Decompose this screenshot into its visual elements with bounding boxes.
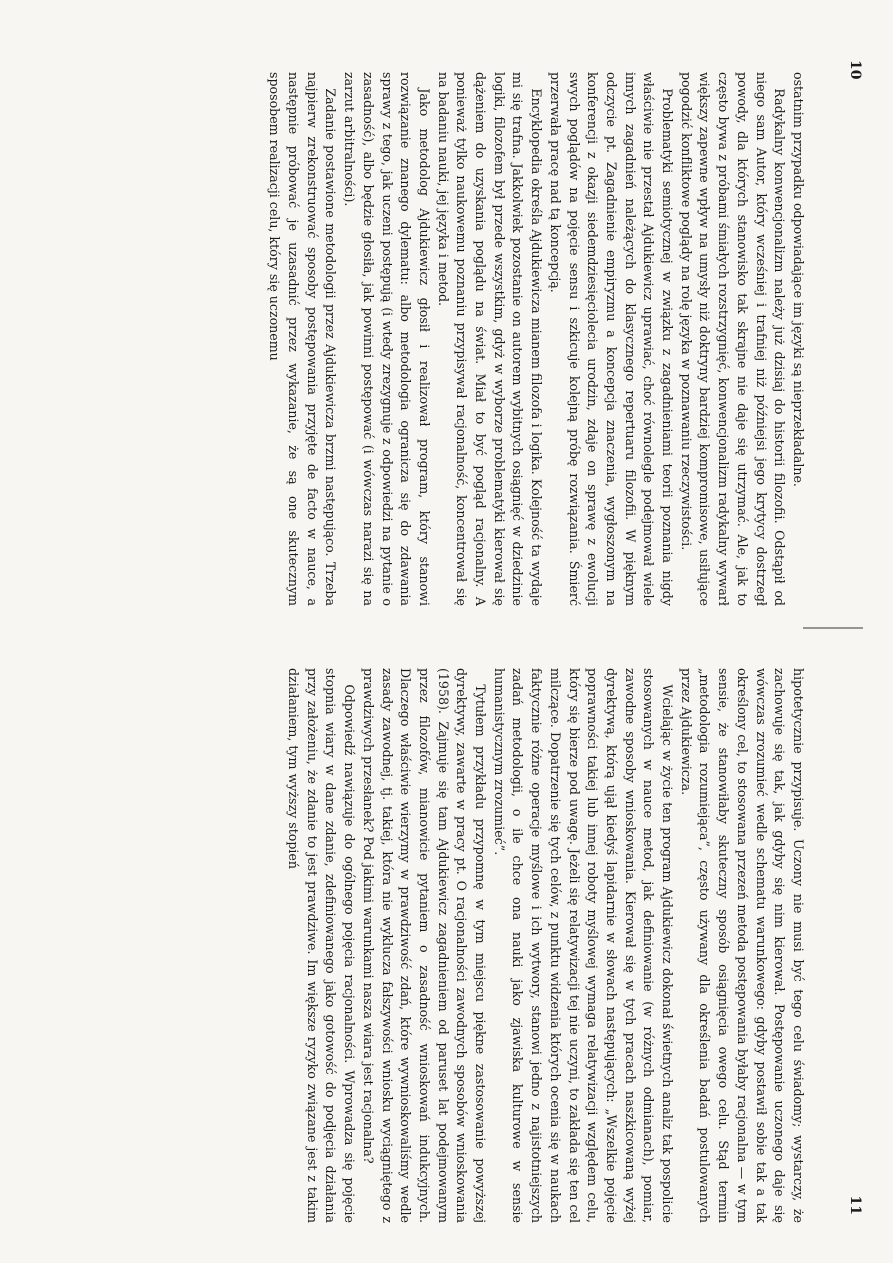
left-page (0, 0, 893, 628)
right-page (0, 628, 893, 1263)
paragraph: Encyklopedia określa Ajdukiewicza mianem filozofa i logika. Kolejność ta wydaje mi się trafna. Jakkolwiek pozostanie on autorem wybitnych osiągnięć w dziedzinie logiki, filozofem był przede wszystkim, gdyż w wyborze problematyki kierował się dążeniem do uzyskania poglądu na świat. Miał to być pogląd racjonalny. A ponieważ tylko naukowemu poznaniu przypisywał racjonalność, koncentrował się na badaniu nauki, jej języka i metod. (435, 72, 545, 606)
paragraph: Problematyki semiotycznej w związku z zagadnieniami teorii poznania nigdy właściwie nie przestał Ajdukiewicz uprawiać, choć równolegle podejmował wiele innych zagadnień należących do klasycznego repertuaru filozofii. W pięknym odczycie pt. Zagadnienie empiryzmu a koncepcja znaczenia, wygłoszonym na konferencji z okazji siedemdziesięciolecia urodzin, zdaje on sprawę z ewolucji swych poglądów na pojęcie sensu i szkicuje kolejną próbę rozwiązania. Śmierć przerwała pracę nad tą koncepcją. (547, 72, 676, 606)
paragraph: Zadanie postawione metodologii przez Ajdukiewicza brzmi następująco. Trzeba najpierw zrekonstruować sposoby postępowania przyjęte de facto w nauce, a następnie próbować je uzasadnić przez wykazanie, że są one skutecznym sposobem realizacji celu, który się uczonemu (267, 72, 339, 606)
paragraph: ostatnim przypadku odpowiadające im języki są nieprzekładalne. (791, 72, 806, 487)
paragraph: Wcielając w życie ten program Ajdukiewicz dokonał świetnych analiz tak pospolicie stosowanych w nauce metod, jak definiowanie (w różnych odmianach), pomiar, zawodne sposoby wnioskowania. Kierował się w tych pracach naszkicowaną wyżej dyrektywą, którą ujął kiedyś lapidarnie w słowach następujących: „Wszelkie pojęcie poprawności takiej lub innej roboty myślowej wymaga relatywizacji względem celu, który się bierze pod uwagę. Jeżeli się relatywizacji tej nie uczyni, to zakłada się ten cel milczące. Dopatrzenie się tych celów, z punktu widzenia których ocenia się w naukach faktycznie różne operacje myślowe i ich wytwory, stanowi jedno z najistotniejszych zadań metodologii, o ile chce ona nauki jako zjawiska kulturowe w sensie humanistycznym zrozumieć”. (491, 668, 676, 1223)
paragraph: Radykalny konwencjonalizm należy już dzisiaj do historii filozofii. Odstąpił od niego sam Autor, który wcześniej i trafniej niż późniejsi jego krytycy dostrzegł powody, dla których stanowisko tak skrajne nie daje się utrzymać. Ale, jak to często bywa z próbami śmiałych rozstrzygnięć, konwencjonalizm radykalny wywarł większy zapewne wpływ na umysły niż doktryny bardziej kompromisowe, usiłujące pogodzić konfliktowe poglądy na rolę języka w poznawaniu rzeczywistości. (678, 72, 788, 606)
page-number-left: 10 (847, 60, 863, 80)
paragraph: Jako metodolog Ajdukiewicz głosił i realizował program, który stanowi rozwiązanie znanego dylematu: albo metodologia ogranicza się do zdawania sprawy z tego, jak uczeni postępują (i wtedy zrezygnuje z odpowiedzi na pytanie o zasadność), albo będzie głosiła, jak powinni postępować (i wówczas narazi się na zarzut arbitralności). (342, 72, 432, 606)
left-page-text (78, 72, 807, 606)
paragraph: Tytułem przykładu przypomnę w tym miejscu piękne zastosowanie powyższej dyrektywy, zawarte w pracy pt. O racjonalności zawodnych sposobów wnioskowania (1958). Zajmuje się tam Ajdukiewicz zagadnieniem od paruset lat podejmowanym przez filozofów, mianowicie pytaniem o zasadność wnioskowań indukcyjnych. Dlaczego właściwie wierzymy w prawdziwość zdań, które wywnioskowaliśmy wedle zasady zawodnej, tj. takiej, która nie wyklucza fałszywości wniosku wyciągniętego z prawdziwych przesłanek? Pod jakimi warunkami nasza wiara jest racjonalna? (360, 668, 489, 1223)
right-page-text (78, 668, 807, 1223)
paragraph: hipotetycznie przypisuje. Uczony nie musi być tego celu świadomy; wystarczy, że zachowuje się tak, jak gdyby się nim kierował. Postępowanie uczonego daje się wówczas zrozumieć wedle schematu warunkowego: gdyby postawił sobie tak a tak określony cel, to stosowana przezeń metoda postępowania byłaby racjonalna — w tym sensie, że stanowiłaby skuteczny sposób osiągnięcia owego celu. Stąd termin „metodologia rozumiejąca”, często używany dla określenia badań postulowanych przez Ajdukiewicza. (678, 668, 806, 1223)
paragraph: Odpowiedź nawiązuje do ogólnego pojęcia racjonalności. Wprowadza się pojęcie stopnia wiary w dane zdanie, zdefiniowanego jako gotowość do podjęcia działania przy założeniu, że zdanie to jest prawdziwe. Im większe ryzyko związane jest z takim działaniem, tym wyższy stopień (286, 668, 358, 1223)
page-number-right: 11 (847, 1195, 863, 1215)
